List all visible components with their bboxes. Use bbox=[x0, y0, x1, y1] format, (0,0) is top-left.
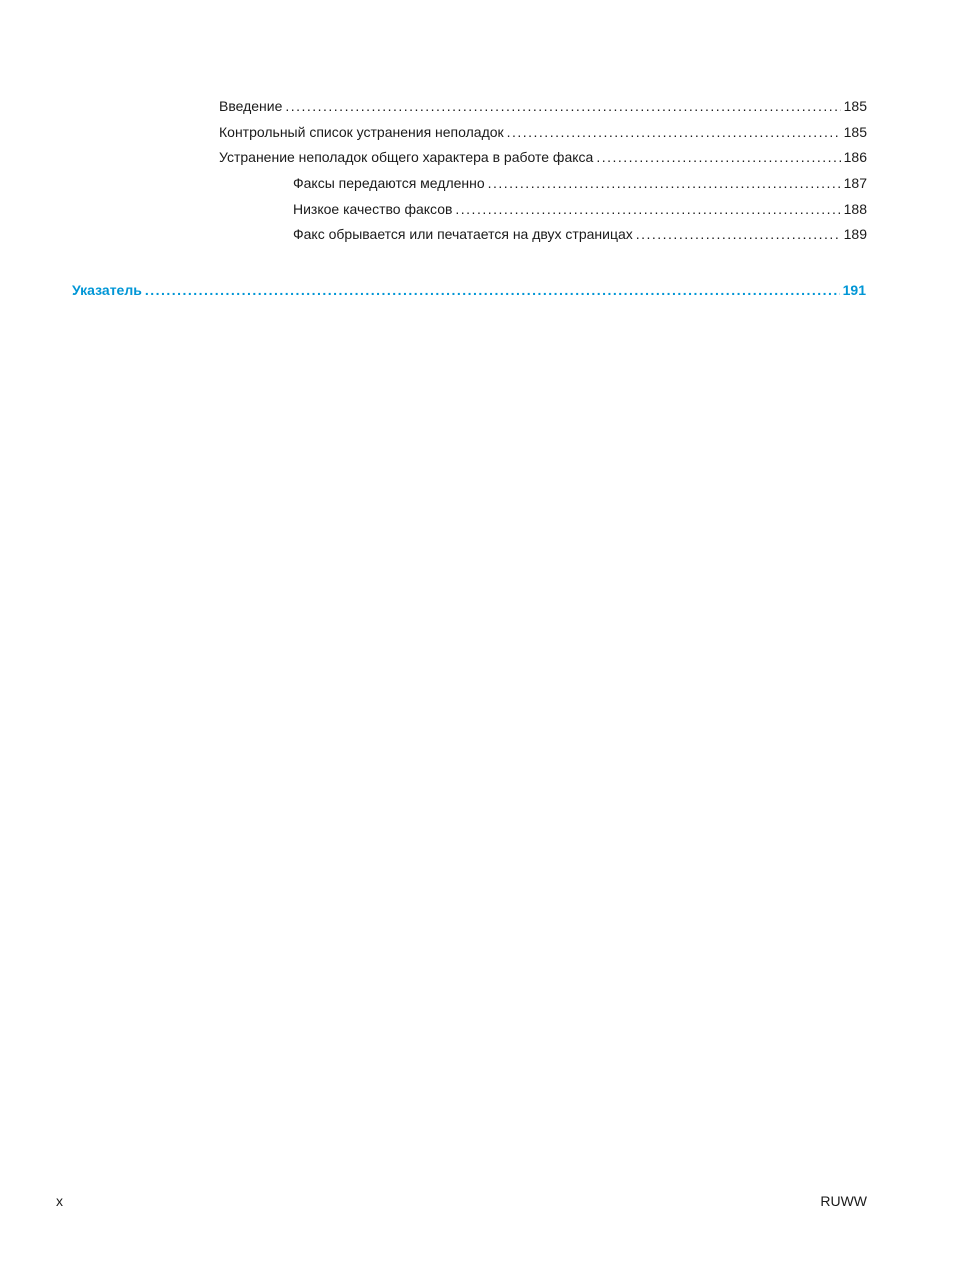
toc-entry-fax-cut-off[interactable] bbox=[293, 225, 867, 243]
toc-entry-general-fax-troubleshooting[interactable] bbox=[219, 148, 867, 166]
toc-entry-page: 185 bbox=[843, 98, 867, 114]
toc-dot-leader bbox=[488, 174, 841, 192]
toc-dot-leader bbox=[285, 97, 840, 115]
toc-entry-poor-fax-quality[interactable] bbox=[293, 200, 867, 218]
toc-dot-leader bbox=[145, 281, 840, 299]
toc-entry-title: Факс обрывается или печатается на двух страницах bbox=[293, 226, 633, 242]
toc-dot-leader bbox=[636, 225, 841, 243]
toc-entry-title: Низкое качество факсов bbox=[293, 201, 453, 217]
toc-entry-page: 185 bbox=[843, 124, 867, 140]
toc-entry-page: 191 bbox=[842, 282, 866, 298]
toc-entry-title: Факсы передаются медленно bbox=[293, 175, 485, 191]
toc-entry-introduction[interactable] bbox=[219, 97, 867, 115]
toc-entry-faxes-slow[interactable] bbox=[293, 174, 867, 192]
toc-entry-title: Введение bbox=[219, 98, 283, 114]
toc-dot-leader bbox=[455, 200, 840, 218]
toc-dot-leader bbox=[596, 148, 840, 166]
toc-entry-page: 187 bbox=[843, 175, 867, 191]
footer-page-number: x bbox=[56, 1193, 63, 1209]
toc-entry-title: Указатель bbox=[72, 282, 142, 298]
toc-entry-title: Устранение неполадок общего характера в работе факса bbox=[219, 149, 594, 165]
toc-entry-index[interactable] bbox=[72, 281, 866, 299]
toc-entry-troubleshooting-checklist[interactable] bbox=[219, 123, 867, 141]
toc-entry-title: Контрольный список устранения неполадок bbox=[219, 124, 504, 140]
toc-entry-page: 188 bbox=[843, 201, 867, 217]
toc-entry-page: 189 bbox=[843, 226, 867, 242]
footer-doc-code: RUWW bbox=[820, 1193, 867, 1209]
toc-entry-page: 186 bbox=[843, 149, 867, 165]
toc-dot-leader bbox=[507, 123, 841, 141]
